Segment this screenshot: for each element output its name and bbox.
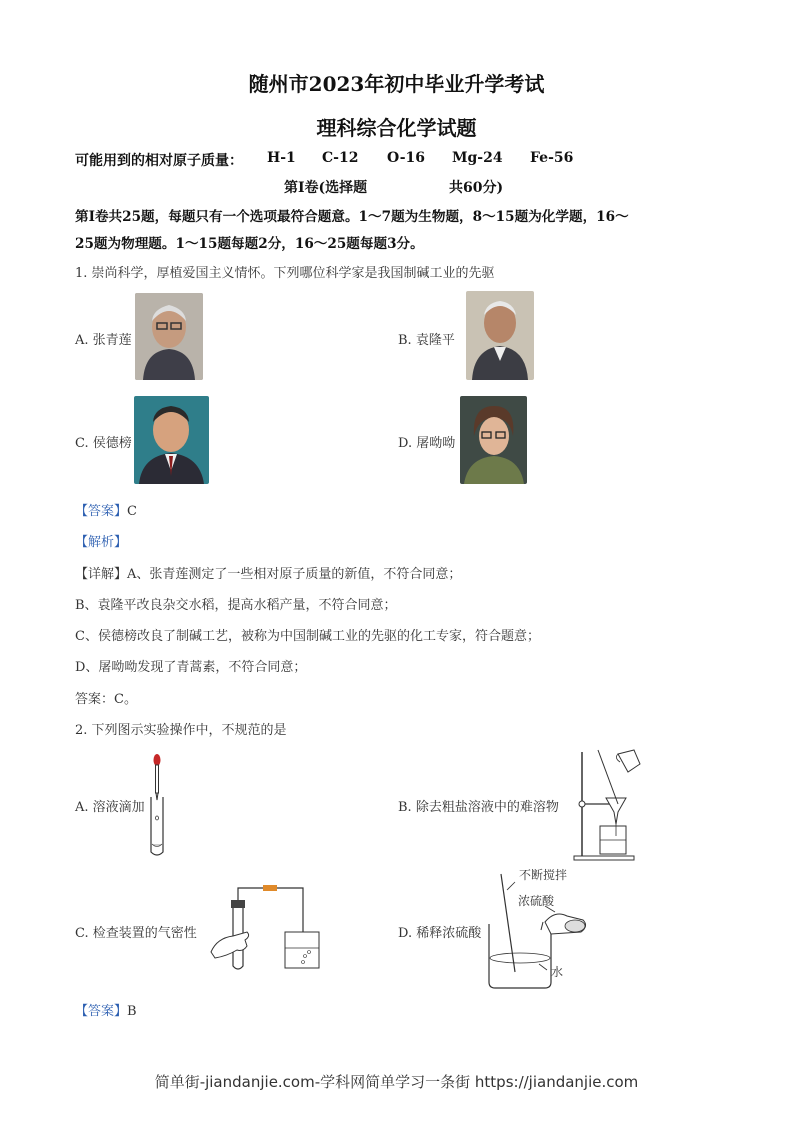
q1-option-b: B. 袁隆平 — [398, 333, 455, 348]
q1-answer-value: C — [127, 504, 137, 519]
atomic-mass-h: H-1 — [267, 150, 296, 166]
atomic-mass-mg: Mg-24 — [452, 150, 503, 166]
q2-stem: 2. 下列图示实验操作中，不规范的是 — [75, 723, 287, 738]
label-water: 水 — [551, 965, 564, 979]
filtration-diagram — [572, 746, 644, 862]
portrait-zhang-qinglian — [135, 293, 203, 380]
instructions-line-2: 25题为物理题。1～15题每题2分，16～25题每题3分。 — [75, 236, 424, 252]
q1-detail-line-3: C、侯德榜改良了制碱工艺，被称为中国制碱工业的先驱的化工专家，符合题意； — [75, 629, 540, 644]
footer-watermark: 简单街-jiandanjie.com-学科网简单学习一条街 https://jiandanjie.com — [154, 1073, 639, 1091]
dropper-test-tube-diagram — [140, 752, 174, 860]
atomic-mass-fe: Fe-56 — [530, 150, 574, 166]
exam-title: 随州市2023年初中毕业升学考试 — [248, 72, 545, 96]
atomic-mass-label: 可能用到的相对原子质量： — [75, 153, 243, 169]
q2-answer-tag: 【答案】 — [75, 1004, 128, 1019]
q2-answer-value: B — [127, 1004, 137, 1019]
dilution-diagram — [485, 866, 595, 992]
portrait-hou-debang — [134, 396, 209, 484]
section-title-right: 共60分) — [449, 180, 504, 196]
q1-option-a: A. 张青莲 — [75, 333, 132, 348]
portrait-yuan-longping — [466, 291, 534, 380]
q1-option-c: C. 侯德榜 — [75, 436, 132, 451]
atomic-mass-o: O-16 — [387, 150, 426, 166]
q1-detail-line-2: B、袁隆平改良杂交水稻，提高水稻产量，不符合同意； — [75, 598, 397, 613]
q1-answer-line — [75, 500, 137, 519]
q1-analysis-tag: 【解析】 — [75, 535, 128, 550]
q2-option-c: C. 检查装置的气密性 — [75, 926, 197, 941]
exam-subtitle: 理科综合化学试题 — [316, 116, 477, 140]
airtightness-check-diagram — [207, 882, 327, 972]
portrait-tu-youyou — [460, 396, 527, 484]
q1-detail-line-4: D、屠呦呦发现了青蒿素，不符合同意； — [75, 660, 307, 675]
q1-conclusion: 答案：C。 — [75, 692, 137, 707]
q2-option-d: D. 稀释浓硫酸 — [398, 926, 482, 941]
q1-answer-tag: 【答案】 — [75, 504, 128, 519]
q2-option-a: A. 溶液滴加 — [75, 800, 145, 815]
atomic-mass-c: C-12 — [322, 150, 359, 166]
label-stir: 不断搅拌 — [519, 868, 568, 882]
label-concentrated-acid: 浓硫酸 — [518, 894, 555, 908]
section-title-left: 第Ⅰ卷(选择题 — [284, 180, 368, 196]
q2-answer-line — [75, 1000, 137, 1019]
q2-option-b: B. 除去粗盐溶液中的难溶物 — [398, 800, 559, 815]
q1-option-d: D. 屠呦呦 — [398, 436, 456, 451]
instructions-line-1: 第Ⅰ卷共25题，每题只有一个选项最符合题意。1～7题为生物题，8～15题为化学题，16～ — [75, 209, 629, 225]
q1-detail-text-1: A、张青莲测定了一些相对原子质量的新值，不符合同意； — [127, 567, 462, 582]
q1-stem: 1. 崇尚科学，厚植爱国主义情怀。下列哪位科学家是我国制碱工业的先驱 — [75, 266, 495, 281]
q1-detail-tag: 【详解】 — [75, 567, 128, 582]
q1-detail-line-1 — [75, 563, 461, 582]
